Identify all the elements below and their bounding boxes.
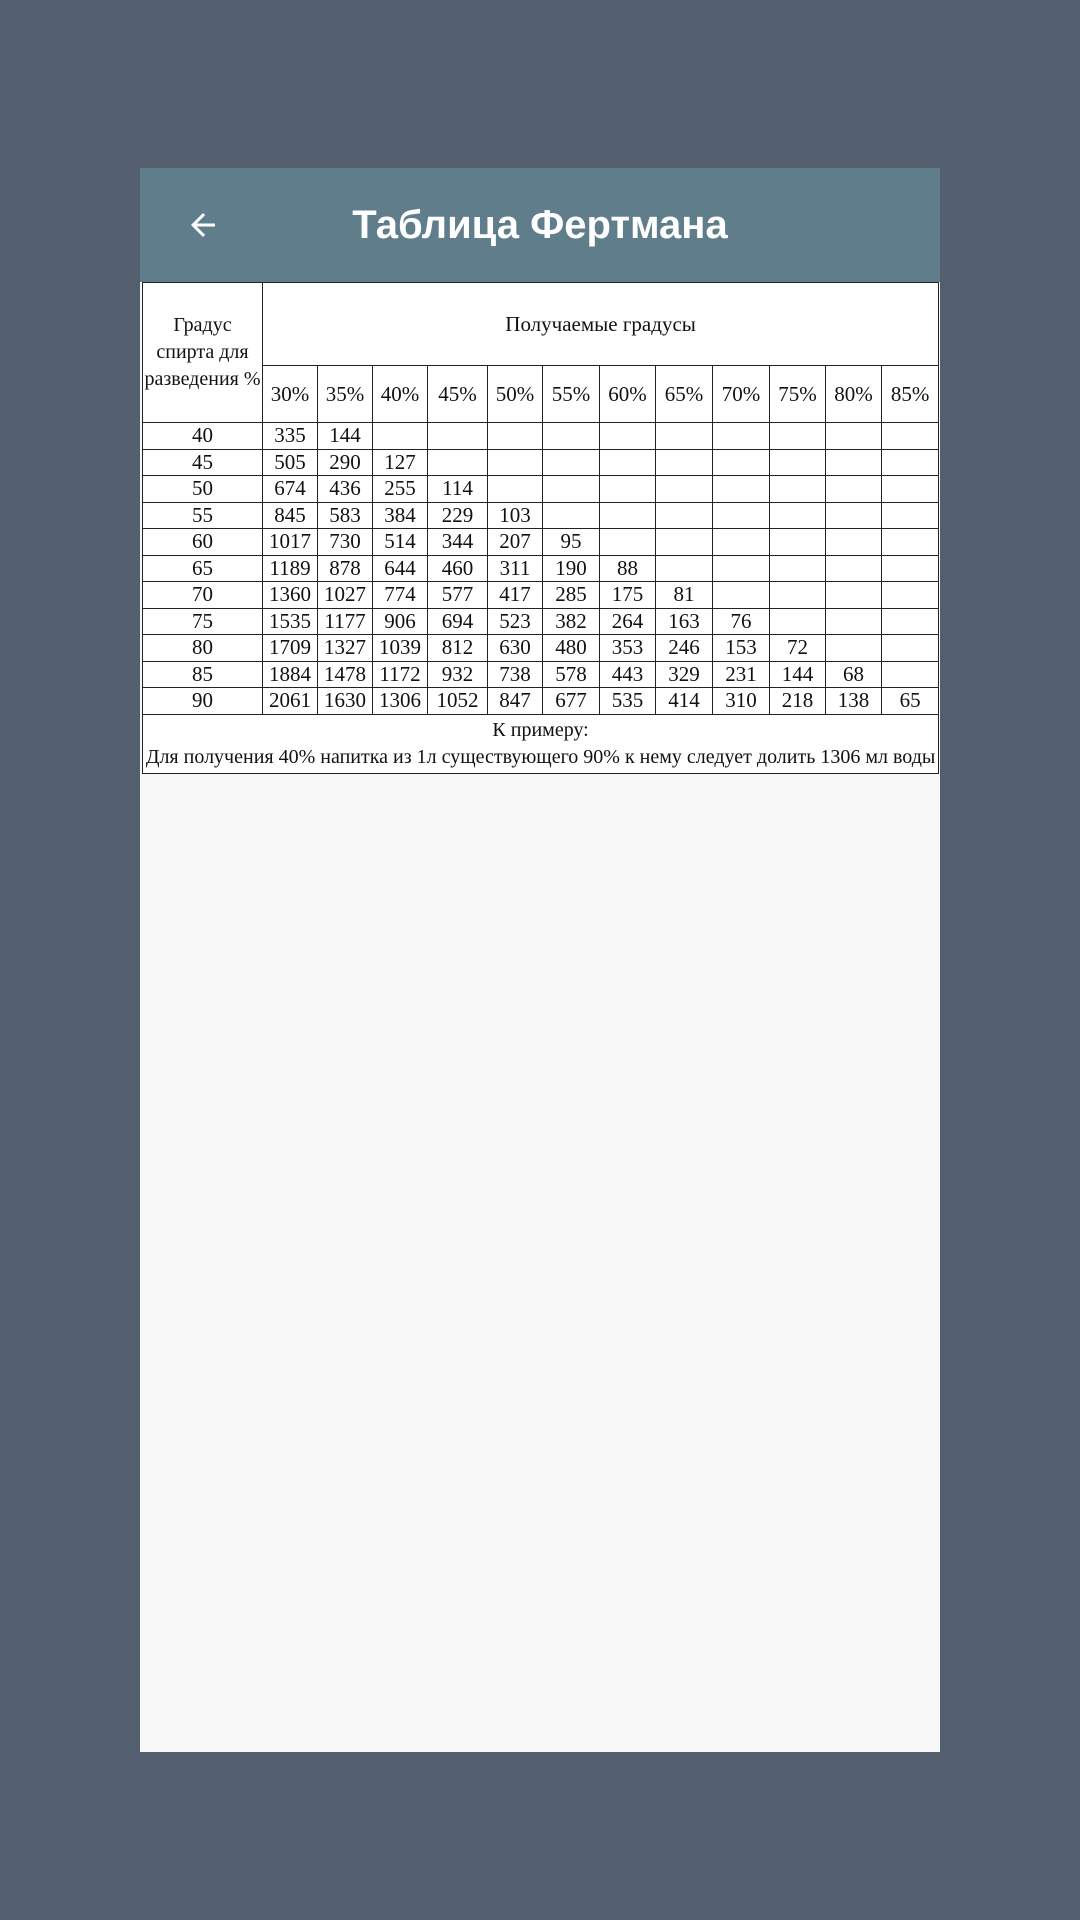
page-title: Таблица Фертмана bbox=[352, 203, 728, 247]
table-cell bbox=[713, 502, 770, 529]
table-cell bbox=[428, 449, 488, 476]
table-cell bbox=[770, 555, 826, 582]
column-header: 80% bbox=[826, 366, 882, 423]
column-header: 60% bbox=[600, 366, 656, 423]
table-cell bbox=[656, 529, 713, 556]
table-cell: 153 bbox=[713, 635, 770, 662]
table-cell bbox=[882, 555, 939, 582]
table-cell bbox=[826, 449, 882, 476]
table-cell: 144 bbox=[318, 423, 373, 450]
table-cell bbox=[600, 423, 656, 450]
row-label: 70 bbox=[143, 582, 263, 609]
table-footnote bbox=[143, 714, 939, 773]
table-cell: 1630 bbox=[318, 688, 373, 715]
table-cell: 443 bbox=[600, 661, 656, 688]
table-cell: 578 bbox=[543, 661, 600, 688]
table-cell: 138 bbox=[826, 688, 882, 715]
table-cell: 674 bbox=[263, 476, 318, 503]
row-label: 80 bbox=[143, 635, 263, 662]
table-cell: 847 bbox=[488, 688, 543, 715]
table-cell: 583 bbox=[318, 502, 373, 529]
table-cell: 845 bbox=[263, 502, 318, 529]
column-header: 30% bbox=[263, 366, 318, 423]
row-label: 55 bbox=[143, 502, 263, 529]
table-row bbox=[143, 476, 939, 503]
table-cell bbox=[770, 582, 826, 609]
table-row bbox=[143, 449, 939, 476]
table-cell: 290 bbox=[318, 449, 373, 476]
table-row bbox=[143, 635, 939, 662]
table-cell bbox=[882, 661, 939, 688]
table-cell bbox=[826, 635, 882, 662]
table-row bbox=[143, 688, 939, 715]
table-row bbox=[143, 502, 939, 529]
table-cell bbox=[656, 476, 713, 503]
table-cell bbox=[826, 608, 882, 635]
table-cell bbox=[882, 476, 939, 503]
column-header: 65% bbox=[656, 366, 713, 423]
table-cell: 72 bbox=[770, 635, 826, 662]
table-cell: 630 bbox=[488, 635, 543, 662]
table-cell bbox=[543, 502, 600, 529]
table-cell: 229 bbox=[428, 502, 488, 529]
table-cell: 1052 bbox=[428, 688, 488, 715]
table-cell: 329 bbox=[656, 661, 713, 688]
table-cell bbox=[488, 476, 543, 503]
table-cell: 878 bbox=[318, 555, 373, 582]
table-cell bbox=[882, 608, 939, 635]
table-cell bbox=[656, 423, 713, 450]
table-cell bbox=[882, 582, 939, 609]
table-cell: 163 bbox=[656, 608, 713, 635]
table-cell: 1478 bbox=[318, 661, 373, 688]
table-cell: 231 bbox=[713, 661, 770, 688]
table-cell bbox=[770, 502, 826, 529]
table-cell bbox=[600, 476, 656, 503]
column-header: 40% bbox=[373, 366, 428, 423]
footnote-title: К примеру: bbox=[492, 718, 589, 741]
table-cell: 114 bbox=[428, 476, 488, 503]
table-cell bbox=[713, 449, 770, 476]
table-cell: 175 bbox=[600, 582, 656, 609]
table-cell: 246 bbox=[656, 635, 713, 662]
table-row bbox=[143, 608, 939, 635]
table-cell: 88 bbox=[600, 555, 656, 582]
table-cell: 738 bbox=[488, 661, 543, 688]
row-label: 50 bbox=[143, 476, 263, 503]
table-cell bbox=[656, 502, 713, 529]
table-cell bbox=[713, 529, 770, 556]
column-header: 75% bbox=[770, 366, 826, 423]
group-header: Получаемые градусы bbox=[263, 283, 939, 366]
table-cell bbox=[543, 449, 600, 476]
table-cell: 774 bbox=[373, 582, 428, 609]
table-row bbox=[143, 582, 939, 609]
row-label: 60 bbox=[143, 529, 263, 556]
table-row bbox=[143, 661, 939, 688]
table-cell bbox=[543, 423, 600, 450]
table-cell: 144 bbox=[770, 661, 826, 688]
table-cell: 535 bbox=[600, 688, 656, 715]
table-cell bbox=[826, 502, 882, 529]
fertman-table-image bbox=[142, 282, 938, 774]
app-screen bbox=[140, 168, 940, 1752]
table-cell bbox=[713, 423, 770, 450]
table-cell: 76 bbox=[713, 608, 770, 635]
arrow-left-icon bbox=[185, 207, 221, 243]
row-label: 85 bbox=[143, 661, 263, 688]
table-cell: 523 bbox=[488, 608, 543, 635]
table-cell: 730 bbox=[318, 529, 373, 556]
table-cell: 335 bbox=[263, 423, 318, 450]
table-cell: 2061 bbox=[263, 688, 318, 715]
table-cell: 1177 bbox=[318, 608, 373, 635]
table-cell bbox=[600, 502, 656, 529]
table-cell: 677 bbox=[543, 688, 600, 715]
table-cell bbox=[882, 529, 939, 556]
row-label: 40 bbox=[143, 423, 263, 450]
column-header: 55% bbox=[543, 366, 600, 423]
table-cell: 644 bbox=[373, 555, 428, 582]
table-cell: 460 bbox=[428, 555, 488, 582]
row-label: 65 bbox=[143, 555, 263, 582]
table-cell: 382 bbox=[543, 608, 600, 635]
table-row bbox=[143, 555, 939, 582]
table-cell bbox=[543, 476, 600, 503]
table-cell bbox=[656, 449, 713, 476]
table-cell: 384 bbox=[373, 502, 428, 529]
table-cell: 353 bbox=[600, 635, 656, 662]
table-cell: 1360 bbox=[263, 582, 318, 609]
table-cell bbox=[488, 449, 543, 476]
table-cell bbox=[826, 555, 882, 582]
table-cell: 932 bbox=[428, 661, 488, 688]
table-cell bbox=[770, 608, 826, 635]
table-cell: 1172 bbox=[373, 661, 428, 688]
table-cell bbox=[373, 423, 428, 450]
column-header: 35% bbox=[318, 366, 373, 423]
app-bar bbox=[140, 168, 940, 282]
table-cell: 1306 bbox=[373, 688, 428, 715]
table-cell: 1039 bbox=[373, 635, 428, 662]
table-cell: 505 bbox=[263, 449, 318, 476]
table-cell bbox=[882, 502, 939, 529]
table-cell: 906 bbox=[373, 608, 428, 635]
table-cell: 264 bbox=[600, 608, 656, 635]
table-cell: 285 bbox=[543, 582, 600, 609]
column-header: 70% bbox=[713, 366, 770, 423]
table-cell bbox=[770, 529, 826, 556]
fertman-table bbox=[142, 282, 939, 774]
table-cell: 68 bbox=[826, 661, 882, 688]
table-cell: 414 bbox=[656, 688, 713, 715]
table-cell bbox=[882, 635, 939, 662]
table-cell: 1327 bbox=[318, 635, 373, 662]
table-cell bbox=[600, 529, 656, 556]
table-cell bbox=[713, 476, 770, 503]
table-cell bbox=[428, 423, 488, 450]
table-cell: 190 bbox=[543, 555, 600, 582]
table-cell: 1884 bbox=[263, 661, 318, 688]
table-cell: 81 bbox=[656, 582, 713, 609]
table-cell: 1027 bbox=[318, 582, 373, 609]
table-cell bbox=[770, 476, 826, 503]
table-cell: 95 bbox=[543, 529, 600, 556]
table-cell bbox=[713, 555, 770, 582]
table-cell: 207 bbox=[488, 529, 543, 556]
column-header: 85% bbox=[882, 366, 939, 423]
table-cell bbox=[713, 582, 770, 609]
table-cell bbox=[826, 582, 882, 609]
table-cell bbox=[656, 555, 713, 582]
table-cell: 344 bbox=[428, 529, 488, 556]
table-cell: 436 bbox=[318, 476, 373, 503]
footnote-text: Для получения 40% напитка из 1л существующего 90% к нему следует долить 1306 мл воды bbox=[145, 745, 936, 768]
table-cell: 65 bbox=[882, 688, 939, 715]
table-cell bbox=[826, 476, 882, 503]
corner-header: Градус спирта для разведения % bbox=[143, 283, 263, 423]
row-label: 45 bbox=[143, 449, 263, 476]
table-cell: 417 bbox=[488, 582, 543, 609]
table-cell bbox=[882, 449, 939, 476]
table-cell: 1535 bbox=[263, 608, 318, 635]
percent-header-row bbox=[143, 366, 939, 423]
table-cell: 311 bbox=[488, 555, 543, 582]
table-cell: 1709 bbox=[263, 635, 318, 662]
table-cell: 127 bbox=[373, 449, 428, 476]
table-cell: 1189 bbox=[263, 555, 318, 582]
table-row bbox=[143, 529, 939, 556]
table-cell: 514 bbox=[373, 529, 428, 556]
table-cell bbox=[488, 423, 543, 450]
table-cell: 103 bbox=[488, 502, 543, 529]
row-label: 75 bbox=[143, 608, 263, 635]
table-cell bbox=[600, 449, 656, 476]
table-cell: 310 bbox=[713, 688, 770, 715]
table-cell: 218 bbox=[770, 688, 826, 715]
table-cell: 694 bbox=[428, 608, 488, 635]
table-cell bbox=[826, 423, 882, 450]
column-header: 45% bbox=[428, 366, 488, 423]
table-cell: 480 bbox=[543, 635, 600, 662]
table-cell bbox=[882, 423, 939, 450]
table-cell bbox=[770, 423, 826, 450]
row-label: 90 bbox=[143, 688, 263, 715]
column-header: 50% bbox=[488, 366, 543, 423]
table-cell: 577 bbox=[428, 582, 488, 609]
table-row bbox=[143, 423, 939, 450]
table-cell: 255 bbox=[373, 476, 428, 503]
table-cell: 1017 bbox=[263, 529, 318, 556]
table-cell bbox=[770, 449, 826, 476]
table-cell: 812 bbox=[428, 635, 488, 662]
table-cell bbox=[826, 529, 882, 556]
back-button[interactable] bbox=[170, 192, 236, 258]
